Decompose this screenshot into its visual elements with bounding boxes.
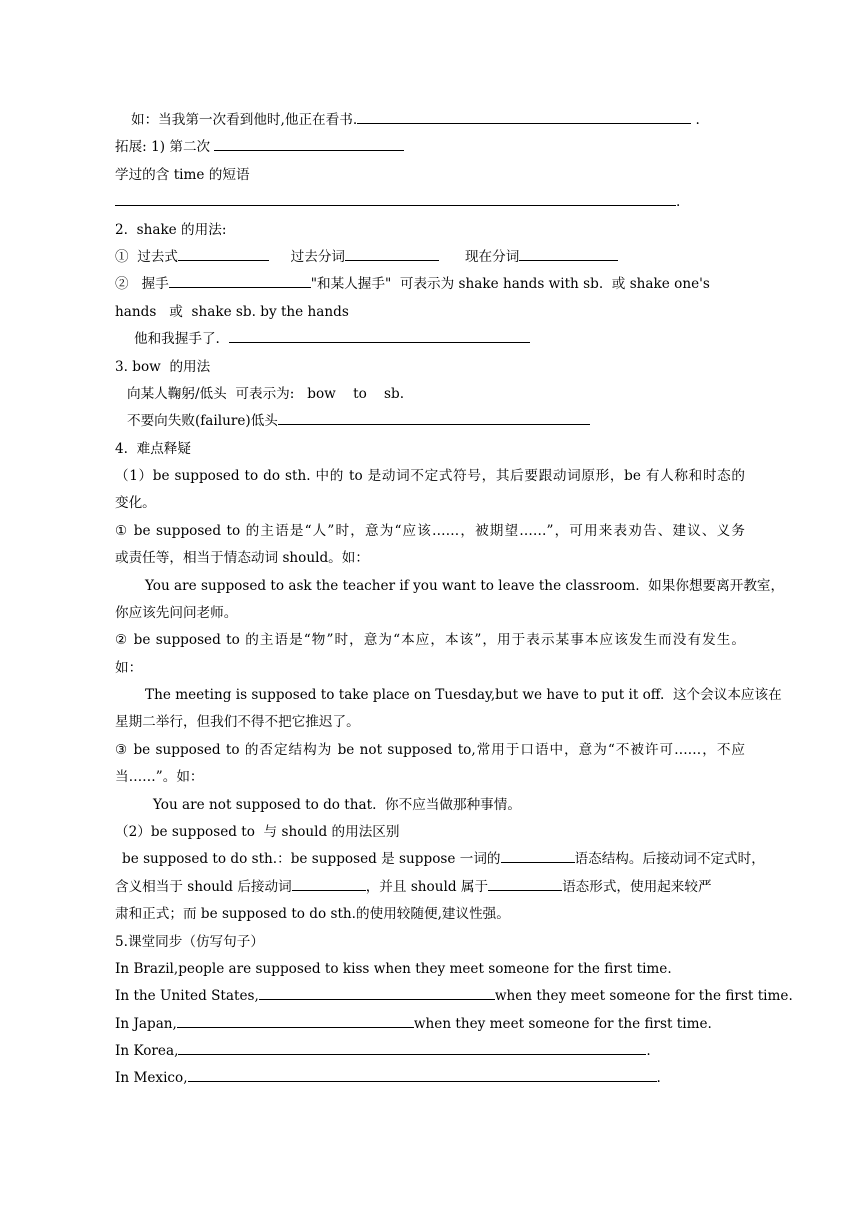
note-1c-line-2: 当……”。如： <box>115 769 204 785</box>
note-1b-line-1: ② be supposed to 的主语是“物”时，意为“本应，本该”，用于表示某事本应该发生而没有发生。 <box>115 632 745 648</box>
text: 语态结构。后接动词不定式时， <box>574 851 765 867</box>
section-5-heading: 5.课堂同步（仿写句子） <box>115 934 264 950</box>
time-phrases-label: 学过的含 time 的短语 <box>115 167 250 183</box>
answer-blank[interactable] <box>357 110 691 124</box>
note-2-heading: （2）be supposed to 与 should 的用法区别 <box>115 824 400 840</box>
text: 过去分词 <box>290 249 346 265</box>
answer-blank[interactable] <box>177 1014 414 1028</box>
text: In Mexico, <box>115 1070 188 1086</box>
text: ② 握手 <box>115 276 169 292</box>
text: 不要向失败(failure)低头 <box>127 413 278 429</box>
answer-blank[interactable] <box>178 1041 646 1055</box>
text: 现在分词 <box>464 249 520 265</box>
text: 语态形式，使用起来较严 <box>562 879 712 895</box>
voice-blank[interactable] <box>501 849 575 863</box>
answer-blank[interactable] <box>214 137 404 151</box>
example-meeting: The meeting is supposed to take place on Tuesday,but we have to put it off. 这个会议本应该在 <box>145 687 782 703</box>
text: ① 过去式 <box>115 249 179 265</box>
note-1b-line-2: 如： <box>115 660 143 676</box>
text: In Japan, <box>115 1016 177 1032</box>
text: 含义相当于 should 后接动词 <box>115 879 292 895</box>
text: ，并且 should 属于 <box>365 879 489 895</box>
text: "和某人握手" 可表示为 shake hands with sb. 或 shake one's <box>310 276 710 292</box>
answer-blank[interactable] <box>169 274 311 288</box>
shake-hands-line <box>115 274 710 294</box>
note-2-line-1 <box>122 849 765 869</box>
example-classroom-2: 你应该先问问老师。 <box>115 605 238 621</box>
text: In the United States, <box>115 988 259 1004</box>
example-do-that: You are not supposed to do that. 你不应当做那种事情。 <box>153 797 521 813</box>
section-2-heading: 2. shake 的用法: <box>115 222 227 238</box>
shake-example-line <box>134 329 530 349</box>
text: 他和我握手了. <box>134 331 229 347</box>
answer-blank[interactable] <box>188 1068 657 1082</box>
note-1c-line-1: ③ be supposed to 的否定结构为 be not supposed to,常用于口语中，意为“不被许可……，不应 <box>115 742 745 758</box>
present-participle-blank[interactable] <box>519 247 618 261</box>
example-classroom: You are supposed to ask the teacher if you want to leave the classroom. 如果你想要离开教室， <box>145 578 785 594</box>
section-4-heading: 4. 难点释疑 <box>115 441 191 457</box>
note-1-line-1: （1）be supposed to do sth. 中的 to 是动词不定式符号，其后要跟动词原形，be 有人称和时态的 <box>115 468 745 484</box>
note-1a-line-1: ① be supposed to 的主语是“人”时，意为“应该……，被期望……”，可用来表劝告、建议、义务 <box>115 523 745 539</box>
shake-hands-line-2: hands 或 shake sb. by the hands <box>115 304 349 320</box>
text: . <box>676 194 681 210</box>
bow-example-line <box>127 411 590 431</box>
text: In Korea, <box>115 1043 179 1059</box>
shake-forms-line <box>115 247 618 267</box>
sentence-japan <box>115 1014 712 1034</box>
answer-blank[interactable] <box>115 192 676 206</box>
sentence-korea <box>115 1041 651 1061</box>
sentence-brazil: In Brazil,people are supposed to kiss when they meet someone for the first time. <box>115 961 672 977</box>
time-phrases-line <box>115 192 680 212</box>
text: when they meet someone for the first time. <box>413 1016 712 1032</box>
text: 拓展: 1) 第二次 <box>115 139 215 155</box>
section-3-heading: 3. bow 的用法 <box>115 359 211 375</box>
example-meeting-2: 星期二举行，但我们不得不把它推迟了。 <box>115 714 360 730</box>
extension-line <box>115 137 404 157</box>
text: 如：当我第一次看到他时,他正在看书. <box>131 112 358 128</box>
verb-blank[interactable] <box>292 877 366 891</box>
note-1a-line-2: 或责任等，相当于情态动词 should。如： <box>115 550 369 566</box>
note-2-line-3: 肃和正式；而 be supposed to do sth.的使用较随便,建议性强。 <box>115 906 510 922</box>
example-line <box>131 110 700 130</box>
answer-blank[interactable] <box>259 986 495 1000</box>
note-1-line-2: 变化。 <box>115 495 156 511</box>
sentence-mexico <box>115 1068 661 1088</box>
bow-usage-line: 向某人鞠躬/低头 可表示为: bow to sb. <box>127 386 405 402</box>
text: . <box>656 1070 661 1086</box>
text: when they meet someone for the first time. <box>494 988 793 1004</box>
text: be supposed to do sth.：be supposed 是 suppose 一词的 <box>122 851 501 867</box>
past-participle-blank[interactable] <box>345 247 439 261</box>
note-2-line-2 <box>115 877 712 897</box>
text: . <box>691 112 700 128</box>
answer-blank[interactable] <box>278 411 590 425</box>
voice-blank[interactable] <box>488 877 562 891</box>
answer-blank[interactable] <box>229 329 530 343</box>
text: . <box>646 1043 651 1059</box>
sentence-usa <box>115 986 793 1006</box>
past-tense-blank[interactable] <box>178 247 269 261</box>
